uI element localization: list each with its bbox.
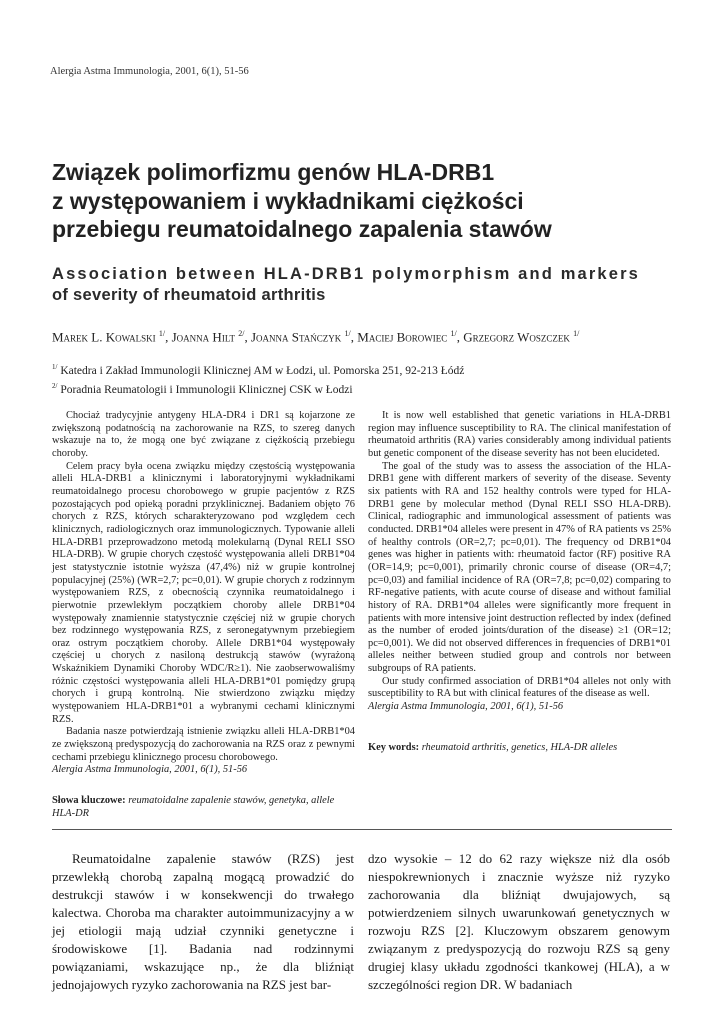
- abstract-english: [368, 410, 671, 714]
- affiliation-mark: 2/: [52, 381, 58, 390]
- author-name: Marek L. Kowalski: [52, 329, 156, 345]
- title-polish: [52, 158, 672, 244]
- title-english-line: of severity of rheumatoid arthritis: [52, 286, 326, 304]
- title-english-line: Association between HLA-DRB1 polymorphism and markers: [52, 265, 640, 283]
- keywords-text: rheumatoid arthritis, genetics, HLA-DR alleles: [421, 742, 618, 753]
- author-name: Grzegorz Woszczek: [463, 329, 570, 345]
- affiliation: [52, 360, 672, 379]
- author-name: Joanna Hilt: [171, 329, 235, 345]
- title-english: [52, 264, 672, 306]
- abstract-polish: [52, 410, 355, 777]
- author-affiliation-mark: 1/: [450, 329, 457, 338]
- title-polish-line: z występowaniem i wykładnikami ciężkości: [52, 187, 524, 214]
- affiliations: [52, 360, 672, 398]
- affiliation: [52, 379, 672, 398]
- abstract-paragraph: The goal of the study was to assess the association of the HLA-DRB1 gene with different markers of severity of the disease. Seventy six patients with RA and 152 healthy controls were typed for HLA-DRB1 gene by molecular method (Dynal RELI SSO HLA-DRB). Clinical, radiographic and immunological assessment of patients was conducted. DRB1*04 alleles were present in 47% of RA patients vs 25% of healthy controls (OR=2,7; pc=0,01). The frequency od DRB1*04 genes was higher in patients with: rheumatoid factor (RF) positive RA (OR=14,9; pc=0,001), primarily chronic course of disease (OR=4,7; pc=0,03) and familial incidence of RA (OR=7,8; pc=0,02) comparing to RF-negative patients, with acute course of disease and without familial history of RA. DRB1*04 alleles were significantly more frequent in patients with more intensive joint destruction reflected by index (defined as the number of eroded joints/duration of the disease) ≥1 (OR=12; pc=0,001). We did not observed differences in frequencies of DRB1*01 alleles neither between studied group and controls nor between subgroups of RA patients.: [368, 460, 671, 675]
- author-affiliation-mark: 2/: [238, 329, 245, 338]
- body-paragraph: Reumatoidalne zapalenie stawów (RZS) jest przewlekłą chorobą zapalną mogącą prowadzić do destrukcji stawów i w konsekwencji do trwałego kalectwa. Choroba ma charakter autoimmunizacyjny a w jej etiologii mają udział czynniki genetyczne i środowiskowe [1]. Badania nad rodzinnymi powiązaniami, wskazujące np., że dla bliźniąt jednojajowych ryzyko zachorowania na RZS jest bar-: [52, 851, 354, 992]
- abstract-paragraph: Badania nasze potwierdzają istnienie związku alleli HLA-DRB1*04 ze zwiększoną predyspozycją do zachorowania na RZS oraz z pewnymi cechami przebiegu klinicznego procesu chorobowego.: [52, 726, 355, 763]
- affiliation-mark: 1/: [52, 363, 58, 371]
- keywords-english: [368, 742, 671, 755]
- title-polish-line: przebiegu reumatoidalnego zapalenia stawów: [52, 216, 552, 242]
- keywords-label: Słowa kluczowe:: [52, 795, 126, 806]
- body-column-right: [368, 850, 670, 994]
- section-divider: [52, 829, 672, 830]
- author-name: Joanna Stańczyk: [250, 329, 342, 345]
- abstract-paragraph: It is now well established that genetic variations in HLA-DRB1 region may influence susceptibility to RA. The clinical manifestation of rheumatoid arthritis (RA) varies considerably among individual patients but genetic component of the disease severity has not been elucideted.: [368, 410, 671, 459]
- abstract-paragraph: Celem pracy była ocena związku między częstością występowania alleli HLA-DRB1 a klinicznymi i laboratoryjnymi wykładnikami reumatoidalnego procesu chorobowego w grupie pacjentów z RZS pozostających pod opieką poradni przyklinicznej. Badaniem objęto 76 chorych z RZS, których scharakteryzowano pod względem cech klinicznych, radiologicznych oraz immunologicznych. Typowanie alleli HLA-DRB1 przeprowadzono metodą molekularną (Dynal RELI SSO HLA-DRB). W grupie chorych częstość występowania alleli DRB1*04 jest statystycznie istotnie wyższa (47,4%) niż w grupie kontrolnej populacyjnej (25%) (WR=2,7; pc=0,01). W grupie chorych z rodzinnym występowaniem RZS, z obecnością czynnika reumatoidalnego i pierwotnie przewlekłym początkiem choroby allele DRB1*04 występowały znamiennie statystycznie częściej niż w grupie chorych bez rodzinnego występowania RZS, z seronegatywnym przebiegiem oraz ostrym początkiem choroby. Allele DRB1*04 występowały częściej u chorych z nasiloną destrukcją stawów (wyrażoną Wskaźnikiem Dynamiki Choroby WDC/R≥1). Nie zaobserwowaliśmy różnic częstości występowania alleli HLA-DRB1*01 pomiędzy grupą chorych i grupą kontrolną. Nie stwierdzono związku między występowaniem HLA-DRB1*01 a wybranymi cechami klinicznymi RZS.: [52, 460, 355, 725]
- abstract-citation: Alergia Astma Immunologia, 2001, 6(1), 51-56: [368, 701, 564, 713]
- keywords-label: Key words:: [368, 742, 420, 753]
- abstract-paragraph: Our study confirmed association of DRB1*04 alleles not only with susceptibility to RA but with clinical features of the disease as well.: [368, 675, 671, 700]
- title-polish-line: Związek polimorfizmu genów HLA-DRB1: [52, 159, 495, 185]
- abstract-citation: Alergia Astma Immunologia, 2001, 6(1), 51-56: [52, 764, 248, 776]
- body-paragraph: dzo wysokie – 12 do 62 razy większe niż dla osób niespokrewnionych i znacznie wyższe niż ryzyko zachorowania dla bliźniąt dwujajowych, są potwierdzeniem silnych uwarunkowań genetycznych w rozwoju RZS [2]. Kluczowym obszarem genowym związanym z predyspozycją do rozwoju RZS są geny drugiej klasy układu zgodności tkankowej (HLA), a w szczególności region DR. W badaniach: [368, 851, 670, 992]
- body-column-left: [52, 850, 354, 994]
- affiliation-text: Katedra i Zakład Immunologii Klinicznej AM w Łodzi, ul. Pomorska 251, 92-213 Łódź: [60, 364, 465, 377]
- author-affiliation-mark: 1/: [344, 329, 351, 338]
- author-list: Marek L. Kowalski $^{1/}$, Joanna Hilt $^{2/}$, Joanna Stańczyk $^{1/}$, Maciej Borowiec $^{1/}$, Grzegorz Woszczek $^{1/}$: [52, 329, 580, 345]
- journal-citation: Alergia Astma Immunologia, 2001, 6(1), 51-56: [50, 66, 249, 77]
- author-affiliation-mark: 1/: [573, 329, 580, 338]
- affiliation-text: Poradnia Reumatologii i Immunologii Klinicznej CSK w Łodzi: [60, 383, 353, 396]
- abstract-paragraph: Chociaż tradycyjnie antygeny HLA-DR4 i DR1 są kojarzone ze zwiększoną podatnością na zachorowanie na RZS, to szereg danych wskazuje na to, że mogą one być związane z ciężkością przebiegu choroby.: [52, 410, 355, 459]
- keywords-polish: [52, 795, 355, 820]
- keywords-text: reumatoidalne zapalenie stawów, genetyka, allele HLA-DR: [52, 795, 335, 819]
- author-affiliation-mark: 1/: [158, 329, 166, 338]
- author-name: Maciej Borowiec: [357, 329, 448, 345]
